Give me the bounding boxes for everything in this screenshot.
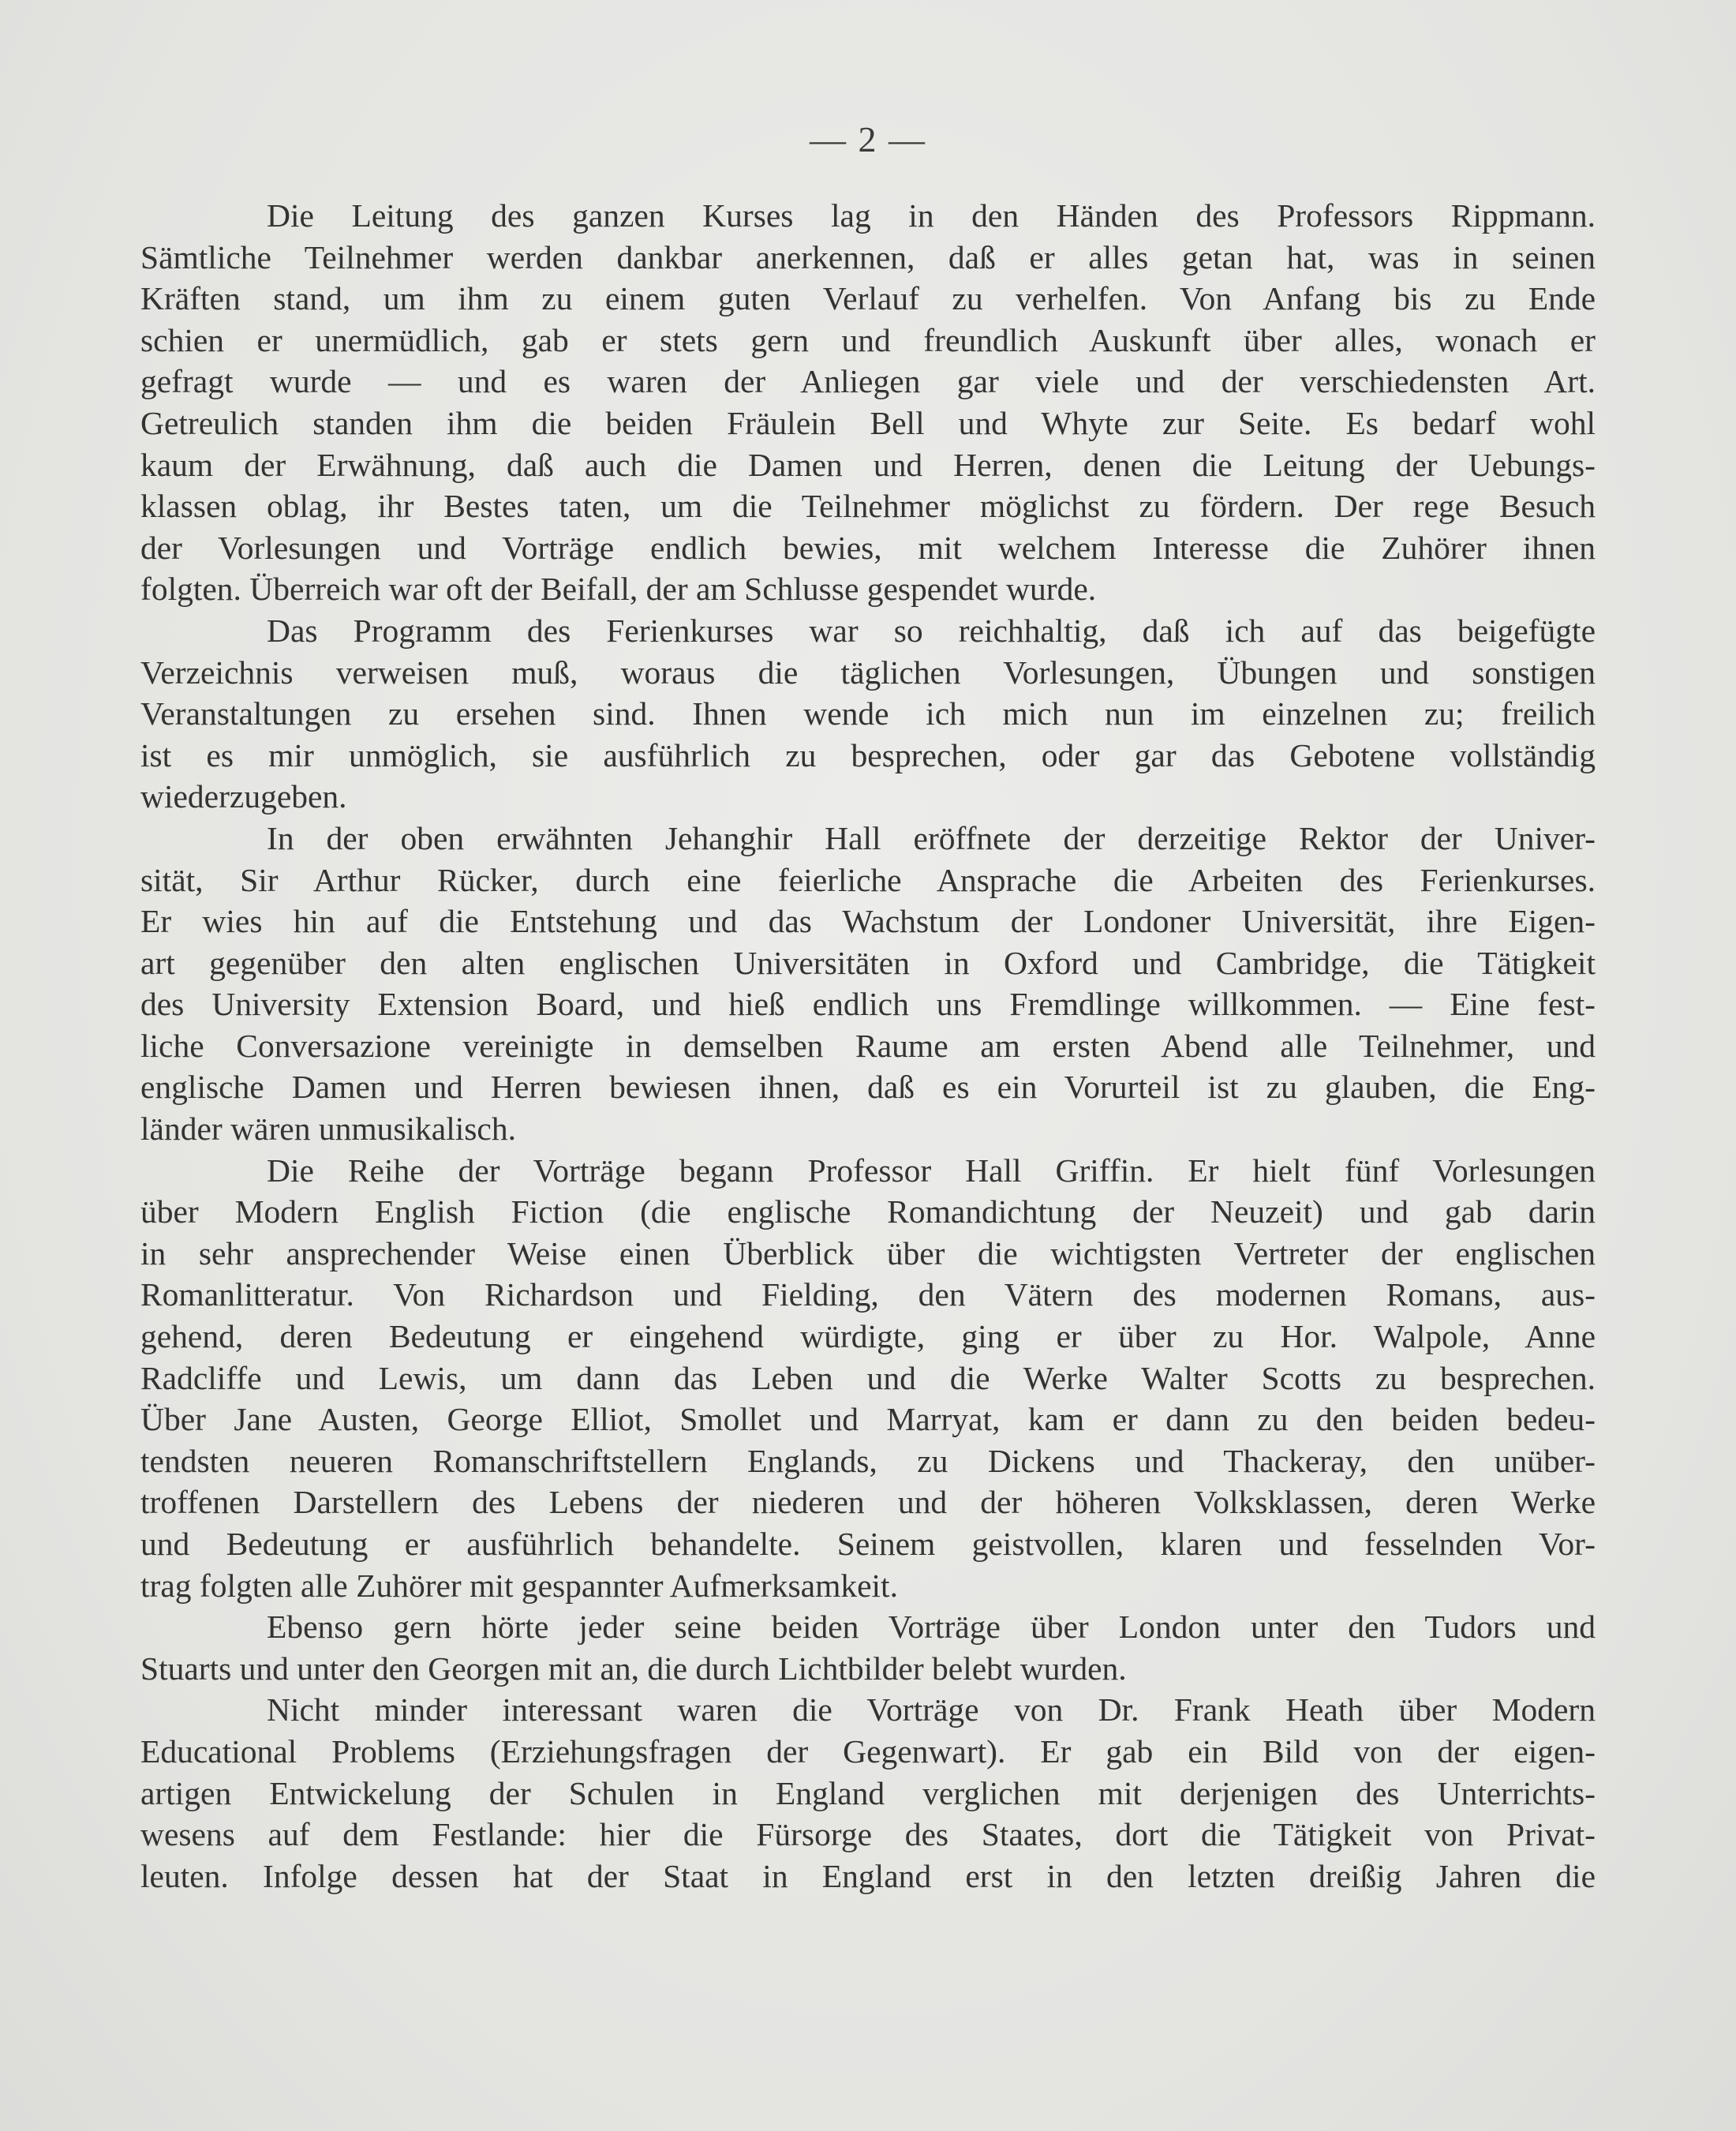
body-text xyxy=(140,195,1596,1897)
text-line: tendsten neueren Romanschriftstellern Englands, zu Dickens und Thackeray, den unüber- xyxy=(140,1442,1596,1479)
text-line: Stuarts und unter den Georgen mit an, die durch Lichtbilder belebt wurden. xyxy=(140,1650,1127,1687)
text-line: Das Programm des Ferienkurses war so reichhaltig, daß ich auf das beigefügte xyxy=(267,612,1596,649)
text-line: klassen oblag, ihr Bestes taten, um die Teilnehmer möglichst zu fördern. Der rege Besuch xyxy=(140,488,1596,525)
text-line: des University Extension Board, und hieß endlich uns Fremdlinge willkommen. — Eine fest- xyxy=(140,986,1596,1023)
text-line: trag folgten alle Zuhörer mit gespannter Aufmerksamkeit. xyxy=(140,1567,898,1604)
paragraph xyxy=(140,1689,1596,1897)
text-line: Nicht minder interessant waren die Vorträge von Dr. Frank Heath über Modern xyxy=(267,1691,1596,1728)
text-line: über Modern English Fiction (die englische Romandichtung der Neuzeit) und gab darin xyxy=(140,1193,1596,1230)
paragraph xyxy=(140,195,1596,610)
text-line: folgten. Überreich war oft der Beifall, der am Schlusse gespendet wurde. xyxy=(140,571,1097,608)
text-line: Die Leitung des ganzen Kurses lag in den Händen des Professors Rippmann. xyxy=(267,197,1596,234)
text-line: in sehr ansprechender Weise einen Überblick über die wichtigsten Vertreter der englischen xyxy=(140,1234,1596,1271)
paragraph xyxy=(140,610,1596,818)
text-line: ist es mir unmöglich, sie ausführlich zu besprechen, oder gar das Gebotene vollständig xyxy=(140,736,1596,773)
text-line: Verzeichnis verweisen muß, woraus die täglichen Vorlesungen, Übungen und sonstigen xyxy=(140,654,1596,691)
text-line: gehend, deren Bedeutung er eingehend würdigte, ging er über zu Hor. Walpole, Anne xyxy=(140,1318,1596,1355)
text-line: Er wies hin auf die Entstehung und das Wachstum der Londoner Universität, ihre Eigen- xyxy=(140,903,1596,940)
text-line: leuten. Infolge dessen hat der Staat in England erst in den letzten dreißig Jahren die xyxy=(140,1857,1596,1894)
text-line: Sämtliche Teilnehmer werden dankbar anerkennen, daß er alles getan hat, was in seinen xyxy=(140,238,1596,275)
text-line: liche Conversazione vereinigte in demselben Raume am ersten Abend alle Teilnehmer, und xyxy=(140,1027,1596,1064)
text-line: Romanlitteratur. Von Richardson und Fielding, den Vätern des modernen Romans, aus- xyxy=(140,1276,1596,1313)
text-line: kaum der Erwähnung, daß auch die Damen und Herren, denen die Leitung der Uebungs- xyxy=(140,446,1596,483)
text-line: Educational Problems (Erziehungsfragen der Gegenwart). Er gab ein Bild von der eigen- xyxy=(140,1732,1596,1770)
text-line: länder wären unmusikalisch. xyxy=(140,1110,516,1148)
text-line: art gegenüber den alten englischen Universitäten in Oxford und Cambridge, die Tätigkeit xyxy=(140,944,1596,981)
text-line: gefragt wurde — und es waren der Anliegen gar viele und der verschiedensten Art. xyxy=(140,363,1596,400)
text-line: sität, Sir Arthur Rücker, durch eine feierliche Ansprache die Arbeiten des Ferienkurses. xyxy=(140,861,1596,898)
text-line: wiederzugeben. xyxy=(140,778,347,815)
text-line: In der oben erwähnten Jehanghir Hall eröffnete der derzeitige Rektor der Univer- xyxy=(267,819,1596,856)
page-number: — 2 — xyxy=(810,119,926,159)
text-line: englische Damen und Herren bewiesen ihnen, daß es ein Vorurteil ist zu glauben, die Eng- xyxy=(140,1069,1596,1106)
text-line: Getreulich standen ihm die beiden Fräulein Bell und Whyte zur Seite. Es bedarf wohl xyxy=(140,404,1596,441)
text-line: Die Reihe der Vorträge begann Professor Hall Griffin. Er hielt fünf Vorlesungen xyxy=(267,1152,1596,1189)
text-line: schien er unermüdlich, gab er stets gern und freundlich Auskunft über alles, wonach er xyxy=(140,321,1596,358)
text-line: Kräften stand, um ihm zu einem guten Verlauf zu verhelfen. Von Anfang bis zu Ende xyxy=(140,280,1596,317)
text-line: troffenen Darstellern des Lebens der niederen und der höheren Volksklassen, deren Werke xyxy=(140,1484,1596,1521)
paragraph xyxy=(140,1150,1596,1607)
text-line: und Bedeutung er ausführlich behandelte. Seinem geistvollen, klaren und fesselnden Vor- xyxy=(140,1526,1596,1562)
text-line: Über Jane Austen, George Elliot, Smollet und Marryat, kam er dann zu den beiden bedeu- xyxy=(140,1401,1596,1438)
text-line: Radcliffe und Lewis, um dann das Leben und die Werke Walter Scotts zu besprechen. xyxy=(140,1359,1596,1396)
text-line: artigen Entwickelung der Schulen in England verglichen mit derjenigen des Unterrichts- xyxy=(140,1774,1596,1811)
text-line: Veranstaltungen zu ersehen sind. Ihnen wende ich mich nun im einzelnen zu; freilich xyxy=(140,695,1596,732)
paragraph xyxy=(140,818,1596,1150)
paragraph xyxy=(140,1606,1596,1689)
text-line: der Vorlesungen und Vorträge endlich bewies, mit welchem Interesse die Zuhörer ihnen xyxy=(140,529,1596,566)
text-line: wesens auf dem Festlande: hier die Fürsorge des Staates, dort die Tätigkeit von Privat- xyxy=(140,1816,1596,1853)
text-line: Ebenso gern hörte jeder seine beiden Vorträge über London unter den Tudors und xyxy=(267,1609,1596,1646)
